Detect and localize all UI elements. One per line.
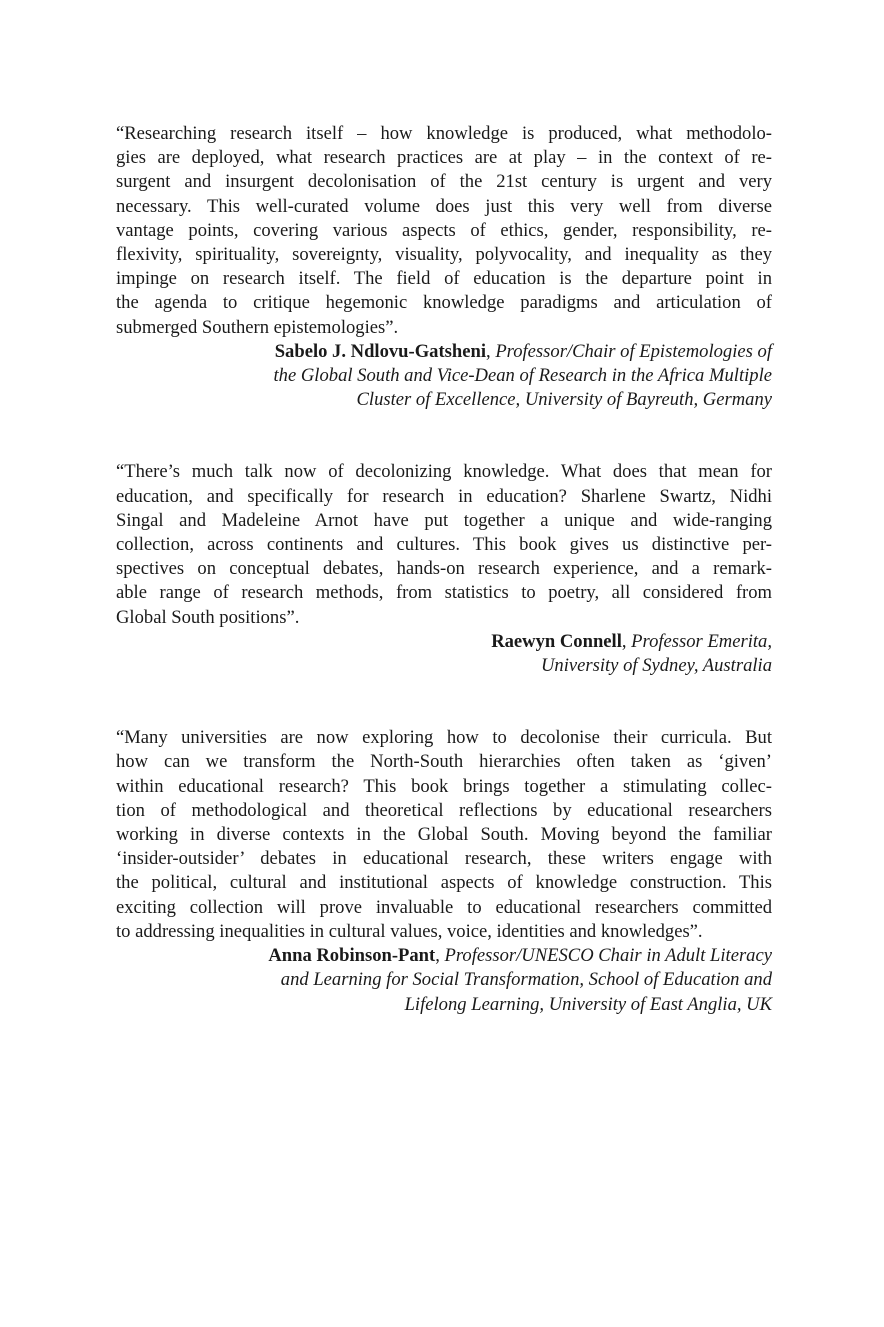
attribution-separator: , — [486, 340, 496, 362]
quote-line: submerged Southern epistemologies”. — [116, 316, 399, 338]
quote-line: to addressing inequalities in cultural values, voice, identities and knowledges”. — [116, 920, 703, 942]
endorsement-attribution — [116, 944, 772, 1017]
quote-line: tion of methodological and theoretical reflections by educational researchers — [116, 799, 772, 821]
endorsement-blurb — [116, 122, 772, 412]
quote-line: “Many universities are now exploring how to decolonise their curricula. But — [116, 727, 772, 749]
quote-line: impinge on research itself. The field of education is the departure point in — [116, 268, 772, 290]
quote-line: necessary. This well-curated volume does just this very well from diverse — [116, 195, 772, 217]
endorsement-quote — [116, 726, 772, 944]
endorser-role-line: Professor/Chair of Epistemologies of — [495, 340, 772, 362]
quote-line: within educational research? This book brings together a stimulating collec- — [116, 775, 772, 797]
quote-line: gies are deployed, what research practices are at play – in the context of re- — [116, 147, 772, 169]
quote-line: Singal and Madeleine Arnot have put together a unique and wide-ranging — [116, 509, 772, 531]
endorser-role-line: and Learning for Social Transformation, School of Education and — [280, 969, 772, 991]
endorsement-blurb — [116, 460, 772, 678]
endorser-role-line: Professor Emerita, — [631, 630, 772, 652]
quote-line: collection, across continents and cultures. This book gives us distinctive per- — [116, 534, 772, 556]
quote-line: surgent and insurgent decolonisation of the 21st century is urgent and very — [116, 171, 772, 193]
quote-line: Global South positions”. — [116, 606, 300, 628]
quote-line: exciting collection will prove invaluable to educational researchers committed — [116, 896, 772, 918]
endorsement-quote — [116, 122, 772, 340]
endorsements-page — [116, 122, 772, 1017]
attribution-separator: , — [435, 945, 445, 967]
quote-line: “Researching research itself – how knowledge is produced, what methodolo- — [116, 123, 772, 144]
quote-line: how can we transform the North-South hierarchies often taken as ‘given’ — [116, 751, 772, 773]
quote-line: the political, cultural and institutional aspects of knowledge construction. This — [116, 872, 772, 894]
endorser-role-line: Professor/UNESCO Chair in Adult Literacy — [444, 945, 772, 967]
endorser-name: Anna Robinson-Pant — [268, 945, 436, 967]
quote-line: able range of research methods, from statistics to poetry, all considered from — [116, 582, 772, 604]
quote-line: “There’s much talk now of decolonizing knowledge. What does that mean for — [116, 461, 772, 483]
quote-line: the agenda to critique hegemonic knowledge paradigms and articulation of — [116, 292, 772, 314]
quote-line: working in diverse contexts in the Global South. Moving beyond the familiar — [116, 824, 772, 846]
endorser-role-line: Cluster of Excellence, University of Bayreuth, Germany — [356, 389, 772, 411]
quote-line: spectives on conceptual debates, hands-on research experience, and a remark- — [116, 558, 772, 580]
quote-line: flexivity, spirituality, sovereignty, visuality, polyvocality, and inequality as they — [116, 244, 772, 266]
endorser-role-line: Lifelong Learning, University of East Anglia, UK — [404, 993, 772, 1015]
endorser-name: Sabelo J. Ndlovu-Gatsheni — [274, 340, 487, 362]
quote-line: ‘insider-outsider’ debates in educational research, these writers engage with — [116, 848, 772, 870]
quote-line: education, and specifically for research in education? Sharlene Swartz, Nidhi — [116, 485, 772, 507]
endorsement-attribution — [116, 340, 772, 413]
endorser-name: Raewyn Connell — [491, 630, 622, 652]
attribution-separator: , — [621, 630, 632, 652]
endorser-role-line: the Global South and Vice-Dean of Research in the Africa Multiple — [273, 365, 772, 387]
endorsement-blurb — [116, 726, 772, 1016]
quote-line: vantage points, covering various aspects of ethics, gender, responsibility, re- — [116, 219, 772, 241]
endorsement-attribution — [116, 630, 772, 678]
endorser-role-line: University of Sydney, Australia — [540, 655, 772, 677]
endorsement-quote — [116, 460, 772, 629]
